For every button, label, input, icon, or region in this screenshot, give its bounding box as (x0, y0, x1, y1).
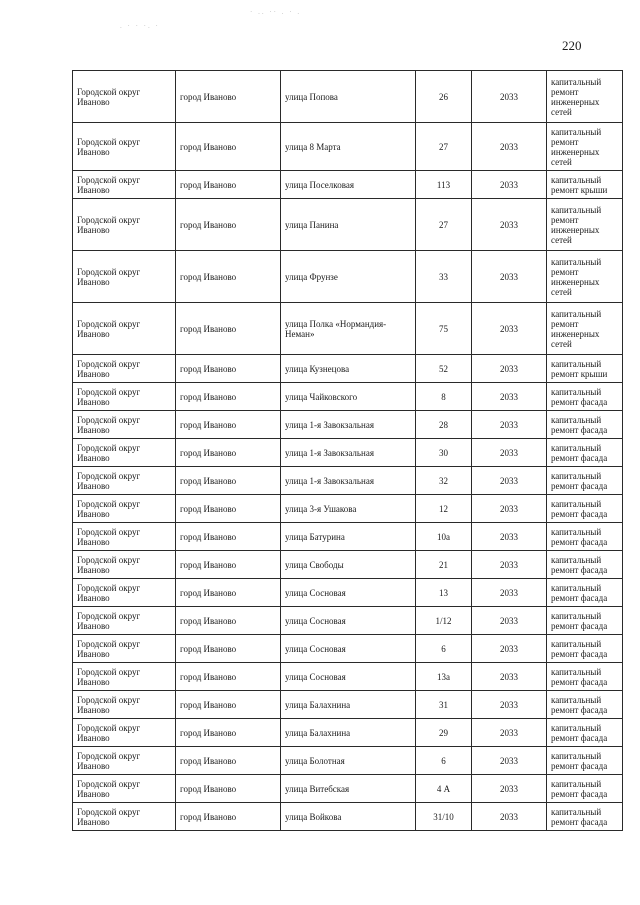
cell-district: Городской округ Иваново (73, 691, 176, 719)
cell-house: 13 (416, 579, 472, 607)
cell-year: 2033 (472, 171, 547, 199)
cell-house: 12 (416, 495, 472, 523)
cell-street: улица Сосновая (281, 579, 416, 607)
cell-city: город Иваново (176, 71, 281, 123)
cell-street: улица 3-я Ушакова (281, 495, 416, 523)
cell-work: капитальный ремонт инженерных сетей (547, 251, 623, 303)
table-row (73, 775, 623, 803)
table-row (73, 803, 623, 831)
cell-city: город Иваново (176, 775, 281, 803)
cell-house: 28 (416, 411, 472, 439)
cell-city: город Иваново (176, 355, 281, 383)
cell-city: город Иваново (176, 551, 281, 579)
table-row (73, 439, 623, 467)
cell-work: капитальный ремонт фасада (547, 551, 623, 579)
cell-house: 4 А (416, 775, 472, 803)
cell-year: 2033 (472, 411, 547, 439)
cell-district: Городской округ Иваново (73, 171, 176, 199)
cell-house: 8 (416, 383, 472, 411)
cell-year: 2033 (472, 607, 547, 635)
cell-district: Городской округ Иваново (73, 383, 176, 411)
cell-year: 2033 (472, 691, 547, 719)
cell-street: улица Сосновая (281, 663, 416, 691)
cell-city: город Иваново (176, 303, 281, 355)
cell-house: 31 (416, 691, 472, 719)
cell-work: капитальный ремонт крыши (547, 171, 623, 199)
cell-year: 2033 (472, 355, 547, 383)
cell-district: Городской округ Иваново (73, 123, 176, 171)
cell-district: Городской округ Иваново (73, 719, 176, 747)
cell-street: улица Попова (281, 71, 416, 123)
cell-district: Городской округ Иваново (73, 71, 176, 123)
cell-work: капитальный ремонт фасада (547, 607, 623, 635)
cell-year: 2033 (472, 523, 547, 551)
cell-district: Городской округ Иваново (73, 635, 176, 663)
cell-district: Городской округ Иваново (73, 303, 176, 355)
cell-house: 13а (416, 663, 472, 691)
cell-city: город Иваново (176, 663, 281, 691)
table-row (73, 663, 623, 691)
cell-house: 30 (416, 439, 472, 467)
table-row (73, 691, 623, 719)
cell-work: капитальный ремонт фасада (547, 691, 623, 719)
cell-city: город Иваново (176, 171, 281, 199)
cell-house: 52 (416, 355, 472, 383)
cell-work: капитальный ремонт фасада (547, 467, 623, 495)
cell-work: капитальный ремонт инженерных сетей (547, 123, 623, 171)
cell-work: капитальный ремонт фасада (547, 439, 623, 467)
table-row (73, 123, 623, 171)
cell-city: город Иваново (176, 747, 281, 775)
table-row (73, 467, 623, 495)
cell-house: 10а (416, 523, 472, 551)
cell-district: Городской округ Иваново (73, 467, 176, 495)
cell-work: капитальный ремонт фасада (547, 579, 623, 607)
cell-street: улица Балахнина (281, 719, 416, 747)
cell-street: улица Панина (281, 199, 416, 251)
cell-work: капитальный ремонт фасада (547, 775, 623, 803)
cell-street: улица 1-я Завокзальная (281, 467, 416, 495)
table-row (73, 523, 623, 551)
table-row (73, 635, 623, 663)
cell-city: город Иваново (176, 383, 281, 411)
cell-year: 2033 (472, 551, 547, 579)
cell-street: улица Витебская (281, 775, 416, 803)
cell-street: улица Сосновая (281, 635, 416, 663)
cell-work: капитальный ремонт фасада (547, 383, 623, 411)
cell-street: улица Войкова (281, 803, 416, 831)
cell-street: улица Поселковая (281, 171, 416, 199)
cell-city: город Иваново (176, 691, 281, 719)
cell-work: капитальный ремонт фасада (547, 719, 623, 747)
cell-street: улица Батурина (281, 523, 416, 551)
cell-district: Городской округ Иваново (73, 747, 176, 775)
table-row (73, 579, 623, 607)
cell-street: улица 1-я Завокзальная (281, 411, 416, 439)
cell-district: Городской округ Иваново (73, 803, 176, 831)
cell-district: Городской округ Иваново (73, 355, 176, 383)
cell-district: Городской округ Иваново (73, 551, 176, 579)
cell-city: город Иваново (176, 635, 281, 663)
cell-house: 113 (416, 171, 472, 199)
cell-city: город Иваново (176, 523, 281, 551)
cell-street: улица Балахнина (281, 691, 416, 719)
cell-year: 2033 (472, 775, 547, 803)
cell-house: 6 (416, 747, 472, 775)
table-row (73, 747, 623, 775)
cell-year: 2033 (472, 467, 547, 495)
cell-district: Городской округ Иваново (73, 579, 176, 607)
cell-street: улица Кузнецова (281, 355, 416, 383)
cell-work: капитальный ремонт фасада (547, 635, 623, 663)
cell-city: город Иваново (176, 495, 281, 523)
table-row (73, 355, 623, 383)
table-row (73, 383, 623, 411)
cell-city: город Иваново (176, 439, 281, 467)
cell-district: Городской округ Иваново (73, 607, 176, 635)
table-row (73, 719, 623, 747)
cell-work: капитальный ремонт крыши (547, 355, 623, 383)
cell-district: Городской округ Иваново (73, 775, 176, 803)
cell-street: улица 1-я Завокзальная (281, 439, 416, 467)
cell-year: 2033 (472, 579, 547, 607)
cell-year: 2033 (472, 439, 547, 467)
table-row (73, 607, 623, 635)
cell-work: капитальный ремонт фасада (547, 523, 623, 551)
cell-year: 2033 (472, 71, 547, 123)
cell-city: город Иваново (176, 719, 281, 747)
registry-table (72, 70, 623, 831)
cell-work: капитальный ремонт инженерных сетей (547, 199, 623, 251)
cell-year: 2033 (472, 383, 547, 411)
cell-street: улица Чайковского (281, 383, 416, 411)
cell-district: Городской округ Иваново (73, 199, 176, 251)
cell-year: 2033 (472, 123, 547, 171)
cell-house: 1/12 (416, 607, 472, 635)
cell-house: 27 (416, 123, 472, 171)
cell-district: Городской округ Иваново (73, 495, 176, 523)
cell-city: город Иваново (176, 199, 281, 251)
cell-street: улица 8 Марта (281, 123, 416, 171)
cell-work: капитальный ремонт инженерных сетей (547, 71, 623, 123)
cell-year: 2033 (472, 719, 547, 747)
cell-year: 2033 (472, 635, 547, 663)
table-row (73, 411, 623, 439)
table-row (73, 199, 623, 251)
cell-year: 2033 (472, 663, 547, 691)
table-row (73, 171, 623, 199)
cell-district: Городской округ Иваново (73, 439, 176, 467)
cell-city: город Иваново (176, 607, 281, 635)
cell-street: улица Фрунзе (281, 251, 416, 303)
cell-street: улица Свободы (281, 551, 416, 579)
cell-street: улица Полка «Нормандия-Неман» (281, 303, 416, 355)
cell-house: 32 (416, 467, 472, 495)
cell-work: капитальный ремонт фасада (547, 411, 623, 439)
cell-work: капитальный ремонт фасада (547, 495, 623, 523)
cell-house: 33 (416, 251, 472, 303)
cell-house: 29 (416, 719, 472, 747)
cell-house: 26 (416, 71, 472, 123)
cell-house: 75 (416, 303, 472, 355)
cell-house: 27 (416, 199, 472, 251)
cell-year: 2033 (472, 303, 547, 355)
cell-street: улица Болотная (281, 747, 416, 775)
cell-district: Городской округ Иваново (73, 523, 176, 551)
cell-house: 6 (416, 635, 472, 663)
cell-city: город Иваново (176, 579, 281, 607)
cell-year: 2033 (472, 803, 547, 831)
cell-district: Городской округ Иваново (73, 251, 176, 303)
table-row (73, 71, 623, 123)
cell-city: город Иваново (176, 467, 281, 495)
cell-year: 2033 (472, 251, 547, 303)
cell-work: капитальный ремонт фасада (547, 663, 623, 691)
table-row (73, 303, 623, 355)
cell-city: город Иваново (176, 123, 281, 171)
cell-house: 31/10 (416, 803, 472, 831)
cell-city: город Иваново (176, 803, 281, 831)
table-row (73, 495, 623, 523)
scan-noise-top: · .. ·· . · . (250, 8, 302, 16)
cell-city: город Иваново (176, 251, 281, 303)
cell-work: капитальный ремонт фасада (547, 803, 623, 831)
scan-noise-top-2: . · · ·. · (120, 22, 160, 30)
cell-work: капитальный ремонт инженерных сетей (547, 303, 623, 355)
table-row (73, 551, 623, 579)
table-row (73, 251, 623, 303)
page-number: 220 (562, 38, 582, 53)
cell-work: капитальный ремонт фасада (547, 747, 623, 775)
cell-city: город Иваново (176, 411, 281, 439)
cell-year: 2033 (472, 495, 547, 523)
cell-district: Городской округ Иваново (73, 411, 176, 439)
cell-year: 2033 (472, 747, 547, 775)
cell-street: улица Сосновая (281, 607, 416, 635)
cell-house: 21 (416, 551, 472, 579)
cell-year: 2033 (472, 199, 547, 251)
cell-district: Городской округ Иваново (73, 663, 176, 691)
